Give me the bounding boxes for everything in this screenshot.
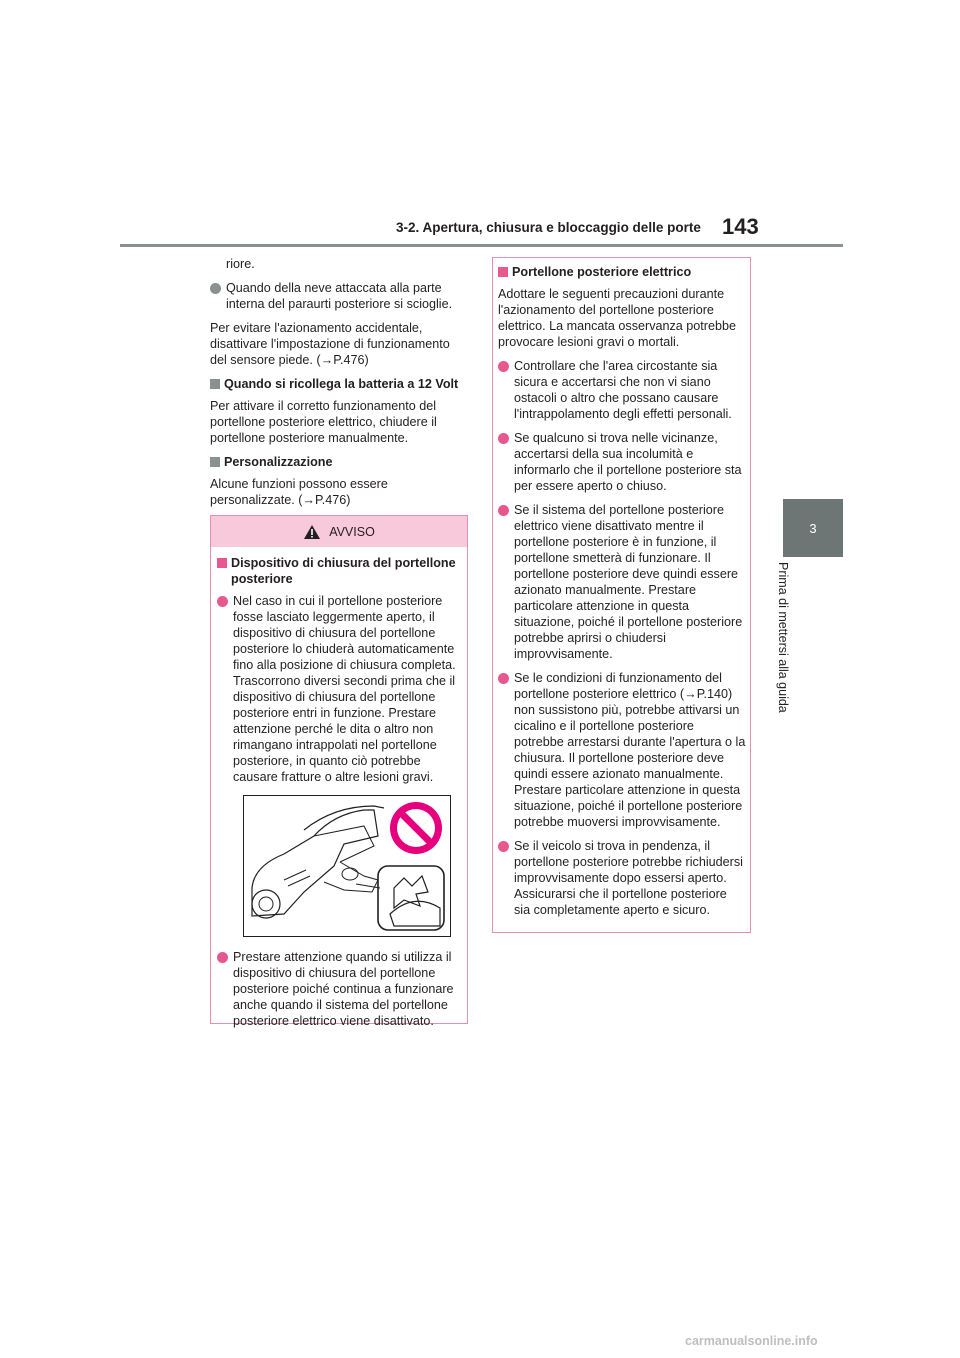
chapter-title: Prima di mettersi alla guida: [776, 562, 790, 713]
list-item: [498, 838, 746, 918]
warning-box: [210, 515, 468, 1028]
heading-text: Quando si ricollega la batteria a 12 Volt: [224, 377, 459, 391]
square-bullet-icon: [498, 267, 508, 277]
square-bullet-icon: [210, 379, 220, 389]
square-bullet-icon: [217, 558, 227, 568]
watermark: carmanualsonline.info: [685, 1334, 818, 1348]
paragraph: Per attivare il corretto funzionamento del portellone posteriore elettrico, chiudere il portellone posteriore manualmente.: [210, 399, 437, 445]
chapter-tab[interactable]: [783, 499, 843, 557]
list-item: [498, 502, 746, 662]
heading-text: Personalizzazione: [224, 455, 333, 469]
square-bullet-icon: [210, 457, 220, 467]
section-heading: [210, 376, 468, 392]
caution-box: [492, 257, 751, 933]
bullet-icon: [498, 841, 509, 852]
paragraph: Alcune funzioni possono essere personalizzate. (→P.476): [210, 477, 388, 507]
bullet-text: Se il sistema del portellone posteriore elettrico viene disattivato mentre il portellone posteriore è in funzione, il portellone smetterà di funzionare. Il portellone posteriore deve quindi essere azionato manualmente. Prestare particolare attenzione in questa situazione, poiché il portellone posteriore potrebbe aprirsi o chiudersi improvvisamente.: [514, 503, 743, 661]
header-divider: [120, 244, 843, 247]
section-heading: [210, 454, 468, 470]
warning-header: [211, 516, 467, 547]
list-item: [217, 593, 463, 785]
tailgate-illustration: [243, 795, 451, 937]
list-item: [498, 670, 746, 830]
list-item: [210, 280, 468, 312]
bullet-icon: [210, 283, 221, 294]
heading-text: Dispositivo di chiusura del portellone posteriore: [231, 556, 456, 586]
page-number: 143: [722, 214, 759, 239]
caution-heading: [498, 264, 746, 280]
paragraph: Adottare le seguenti precauzioni durante l'azionamento del portellone posteriore elettrico. La mancata osservanza potrebbe provocare lesioni gravi o mortali.: [498, 287, 737, 349]
paragraph: Per evitare l'azionamento accidentale, disattivare l'impostazione di funzionamento del sensore piede. (→P.476): [210, 321, 450, 367]
chapter-number: 3: [809, 520, 817, 536]
bullet-icon: [498, 433, 509, 444]
warning-heading: [217, 555, 463, 587]
bullet-text: Controllare che l'area circostante sia sicura e accertarsi che non vi siano ostacoli o altro che possano causare l'intrappolamento degli effetti personali.: [514, 359, 732, 421]
bullet-icon: [498, 505, 509, 516]
continued-text: riore.: [226, 257, 255, 271]
bullet-icon: [498, 361, 509, 372]
list-item: [498, 430, 746, 494]
bullet-text: Prestare attenzione quando si utilizza il dispositivo di chiusura del portellone posteriore poiché continua a funzionare anche quando il sistema del portellone posteriore elettrico viene disattivato.: [233, 950, 454, 1028]
left-column: [210, 256, 468, 516]
bullet-text: Se qualcuno si trova nelle vicinanze, accertarsi della sua incolumità e informarlo che il portellone posteriore sta per essere aperto o chiuso.: [514, 431, 742, 493]
list-item: [217, 949, 463, 1029]
car-tailgate-drawing: [244, 796, 450, 936]
bullet-icon: [217, 952, 228, 963]
bullet-text: Quando della neve attaccata alla parte interna del paraurti posteriore si scioglie.: [226, 281, 453, 311]
bullet-icon: [498, 673, 509, 684]
bullet-text: Se le condizioni di funzionamento del portellone posteriore elettrico (→P.140) non sussistono più, potrebbe attivarsi un cicalino e il portellone posteriore potrebbe arrestarsi durante l'apertura o la chiusura. Il portellone posteriore deve quindi essere azionato manualmente. Prestare particolare attenzione in questa situazione, poiché il portellone posteriore potrebbe muoversi improvvisamente.: [514, 671, 746, 829]
chapter-title-vertical: [776, 562, 806, 737]
section-title: 3-2. Apertura, chiusura e bloccaggio delle porte: [396, 220, 701, 235]
heading-text: Portellone posteriore elettrico: [512, 265, 692, 279]
bullet-text: Nel caso in cui il portellone posteriore fosse lasciato leggermente aperto, il dispositivo di chiusura del portellone posteriore lo chiuderà automaticamente fino alla posizione di chiusura completa. Trascorrono diversi secondi prima che il dispositivo di chiusura del portellone posteriore entri in funzione. Prestare attenzione perché le dita o altro non rimangano intrappolati nel portellone posteriore, in quanto ciò potrebbe causare fratture o altre lesioni gravi.: [233, 594, 456, 784]
warning-body: [211, 547, 467, 1029]
warning-label: AVVISO: [329, 524, 375, 539]
list-item: [498, 358, 746, 422]
warning-triangle-icon: [303, 524, 321, 540]
bullet-text: Se il veicolo si trova in pendenza, il portellone posteriore potrebbe richiudersi improvvisamente dopo essersi aperto. Assicurarsi che il portellone posteriore sia completamente aperto e sicuro.: [514, 839, 743, 917]
bullet-icon: [217, 596, 228, 607]
